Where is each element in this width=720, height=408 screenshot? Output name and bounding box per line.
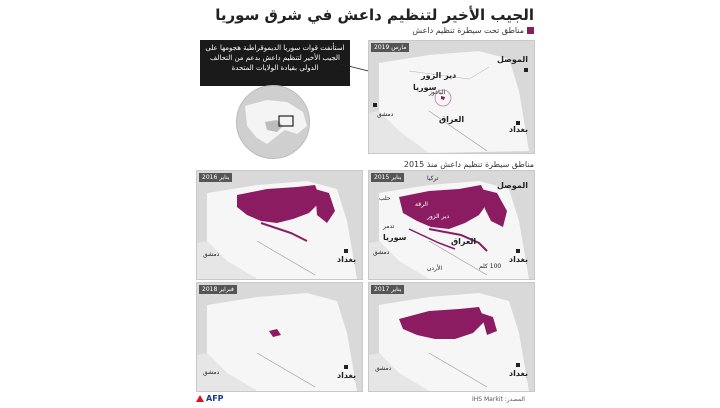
label-iraq: العراق xyxy=(439,115,465,124)
label-jordan: الأردن xyxy=(427,265,443,272)
label-damascus-2016: دمشق xyxy=(203,251,220,258)
panel-2016-date: يناير 2016 xyxy=(199,173,232,182)
panel-2017-date: يناير 2017 xyxy=(371,285,404,294)
marker-baghdad-2018 xyxy=(344,365,348,369)
label-deir-ezzor: دير الزور xyxy=(421,71,457,80)
label-damascus-2015: دمشق xyxy=(373,249,390,256)
legend-swatch xyxy=(527,27,534,34)
section-label: مناطق سيطرة تنظيم داعش منذ 2015 xyxy=(403,160,534,169)
label-damascus-2017: دمشق xyxy=(375,365,392,372)
panel-2015-date: يناير 2015 xyxy=(371,173,404,182)
label-baghouz: الباغوز xyxy=(429,89,446,96)
label-turkey: تركيا xyxy=(427,175,439,182)
marker-baghdad xyxy=(516,121,520,125)
globe-landmass xyxy=(237,86,309,158)
callout-box: استأنفت قوات سوريا الديموقراطية هجومها على الجيب الأخير لتنظيم داعش بدعم من التحالف الدولي بقيادة الولايات المتحدة xyxy=(200,40,350,86)
afp-logo-icon xyxy=(196,395,204,402)
main-map-date: مارس 2019 xyxy=(371,43,409,52)
marker-baghdad-2017 xyxy=(516,363,520,367)
label-syria: سوريا xyxy=(413,83,437,92)
panel-2018-date: فبراير 2018 xyxy=(199,285,237,294)
label-syria-2015: سوريا xyxy=(383,233,407,242)
marker-baghdad-2015 xyxy=(516,249,520,253)
map-panel-feb-2018 xyxy=(196,282,363,392)
page-title: الجيب الأخير لتنظيم داعش في شرق سوريا xyxy=(215,6,534,24)
label-mosul: الموصل xyxy=(497,55,528,64)
locator-globe xyxy=(236,85,310,159)
label-deir-ezzor-2015: دير الزور xyxy=(427,213,450,220)
agency-logo xyxy=(196,394,224,403)
marker-baghdad-2016 xyxy=(344,249,348,253)
map-panel-jan-2015 xyxy=(368,170,535,280)
marker-mosul xyxy=(524,68,528,72)
label-damascus-2018: دمشق xyxy=(203,369,220,376)
label-palmyra: تدمر xyxy=(383,223,395,230)
main-map-march-2019 xyxy=(368,40,535,154)
label-baghdad: بغداد xyxy=(509,125,528,134)
label-baghdad-2016: بغداد xyxy=(337,255,356,264)
legend-label: مناطق تحت سيطرة تنظيم داعش xyxy=(412,26,524,35)
label-scale: 100 كلم xyxy=(479,263,502,270)
map-panel-jan-2016 xyxy=(196,170,363,280)
legend xyxy=(412,26,534,35)
label-iraq-2015: العراق xyxy=(451,237,477,246)
label-raqqa: الرقة xyxy=(415,201,428,208)
label-baghdad-2018: بغداد xyxy=(337,371,356,380)
label-baghdad-2015: بغداد xyxy=(509,255,528,264)
label-mosul-2015: الموصل xyxy=(497,181,528,190)
label-baghdad-2017: بغداد xyxy=(509,369,528,378)
label-aleppo: حلب xyxy=(379,195,391,202)
source-credit: المصدر: IHS Markit xyxy=(472,396,525,403)
map-panel-jan-2017 xyxy=(368,282,535,392)
agency-name: AFP xyxy=(206,394,224,403)
marker-damascus xyxy=(373,103,377,107)
label-damascus: دمشق xyxy=(377,111,394,118)
